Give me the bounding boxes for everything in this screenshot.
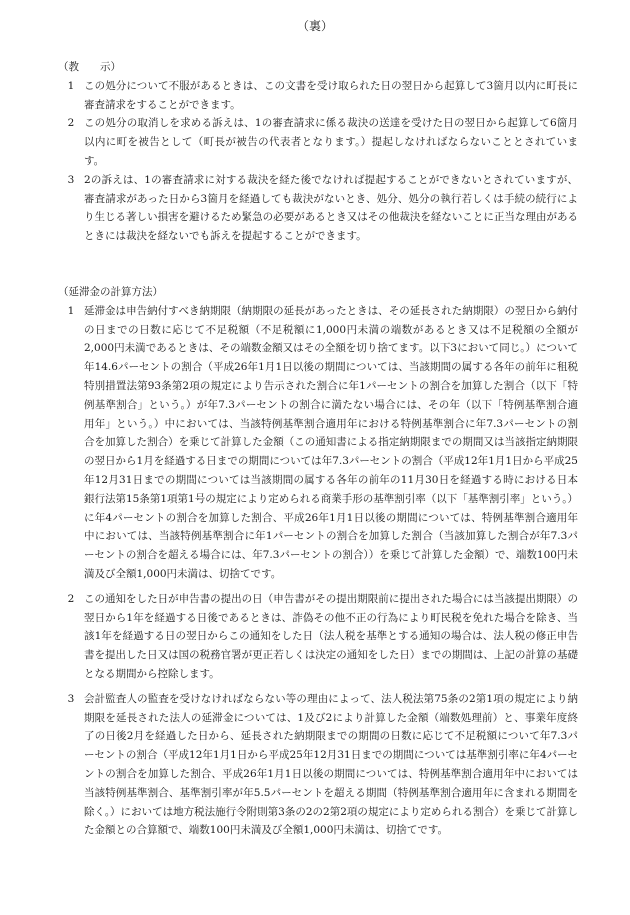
item-number: 1 bbox=[67, 79, 75, 92]
page-header: （裏） bbox=[296, 19, 333, 33]
item-text: 2の訴えは、1の審査請求に対する裁決を経た後でなければ提起することができないとされていますが、審査請求があった日から3箇月を経過しても裁決がないとき、処分、処分の執行若しくは手続の続行により生じる著しい損害を避けるため緊急の必要があるとき又はその他裁決を経ないことに正当な理由があるときには裁決を経ないでも訴えを提起することができます。 bbox=[84, 173, 578, 243]
instruction-item bbox=[58, 171, 578, 246]
instruction-item bbox=[58, 114, 578, 170]
item-text: この処分について不服があるときは、この文書を受け取られた日の翌日から起算して3箇月以内に町長に審査請求をすることができます。 bbox=[84, 79, 578, 111]
instruction-item bbox=[58, 77, 578, 115]
instruction-section bbox=[58, 58, 578, 246]
item-text: この通知をした日が申告書の提出の日（申告書がその提出期限前に提出された場合には当該提出期限）の翌日から1年を経過する日後であるときは、詐偽その他不正の行為により町民税を免れた場合を除き、当該1年を経過する日の翌日からこの通知をした日（法人税を基準とする通知の場合は、法人税の修正申告書を提出した日又は国の税務官署が更正若しくは決定の通知をした日）までの期間は、上記の計算の基礎となる期間から控除します。 bbox=[84, 592, 578, 680]
calculation-title: （延滞金の計算方法） bbox=[58, 286, 163, 298]
calculation-item bbox=[58, 590, 578, 684]
item-number: 2 bbox=[67, 592, 75, 605]
item-number: 1 bbox=[67, 304, 75, 317]
item-number: 3 bbox=[67, 692, 75, 705]
item-number: 2 bbox=[67, 117, 75, 130]
calculation-item bbox=[58, 690, 578, 840]
item-text: 会計監査人の監査を受けなければならない等の理由によって、法人税法第75条の2第1項の規定により納期限を延長された法人の延滞金については、1及び2により計算した金額（端数処理前）と、事業年度終了の日後2月を経過した日から、延長された納期限までの期間の日数に応じて不足税額について年7.3パーセントの割合（平成12年1月1日から平成25年12月31日までの期間については基準割引率に年4パーセントの割合を加算した割合、平成26年1月1日以後の期間については、特例基準割合適用年中においては当該特例基準割合、基準割引率が年5.5パーセントを超える期間（特例基準割合適用年に含まれる期間を除く。）においては地方税法施行令附則第3条の2の2第2項の規定により定められる割合）を乗じて計算した金額との合算額で、端数100円未満及び全額1,000円未満は、切捨てです。 bbox=[84, 692, 578, 837]
item-text: 延滞金は申告納付すべき納期限（納期限の延長があったときは、その延長された納期限）の翌日から納付の日までの日数に応じて不足税額（不足税額に1,000円未満の端数があるとき又は不足税額の全額が2,000円未満であるときは、その端数金額又はその全額を切り捨てます。以下3において同じ。）について年14.6パーセントの割合（平成26年1月1日以後の期間については、当該期間の属する各年の前年に租税特別措置法第93条第2項の規定により告示された割合に年1パーセントの割合を加算した割合（以下「特例基準割合」という。）が年7.3パーセントの割合に満たない場合には、その年（以下「特例基準割合適用年」という。）中においては、当該特例基準割合適用年における特例基準割合に年7.3パーセントの割合を加算した割合）を乗じて計算した金額（この通知書による指定納期限までの期間又は当該指定納期限の翌日から1月を経過する日までの期間については年7.3パーセントの割合（平成12年1月1日から平成25年12月31日までの期間については当該期間の属する各年の前年の11月30日を経過する時における日本銀行法第15条第1項第1号の規定により定められる商業手形の基準割引率（以下「基準割引率」という。）に年4パーセントの割合を加算した割合、平成26年1月1日以後の期間については、特例基準割合適用年中においては、当該特例基準割合に年1パーセントの割合を加算した割合（当該加算した割合が年7.3パーセントの割合を超える場合には、年7.3パーセントの割合））を乗じて計算した金額）で、端数100円未満及び全額1,000円未満は、切捨てです。 bbox=[84, 304, 578, 580]
calculation-item bbox=[58, 302, 578, 584]
item-text: この処分の取消しを求める訴えは、1の審査請求に係る裁決の送達を受けた日の翌日から起算して6箇月以内に町を被告として（町長が被告の代表者となります。）提起しなければならないこととされています。 bbox=[84, 117, 578, 167]
instruction-title: （教 示） bbox=[58, 61, 121, 73]
calculation-section bbox=[58, 283, 578, 846]
item-number: 3 bbox=[67, 173, 75, 186]
